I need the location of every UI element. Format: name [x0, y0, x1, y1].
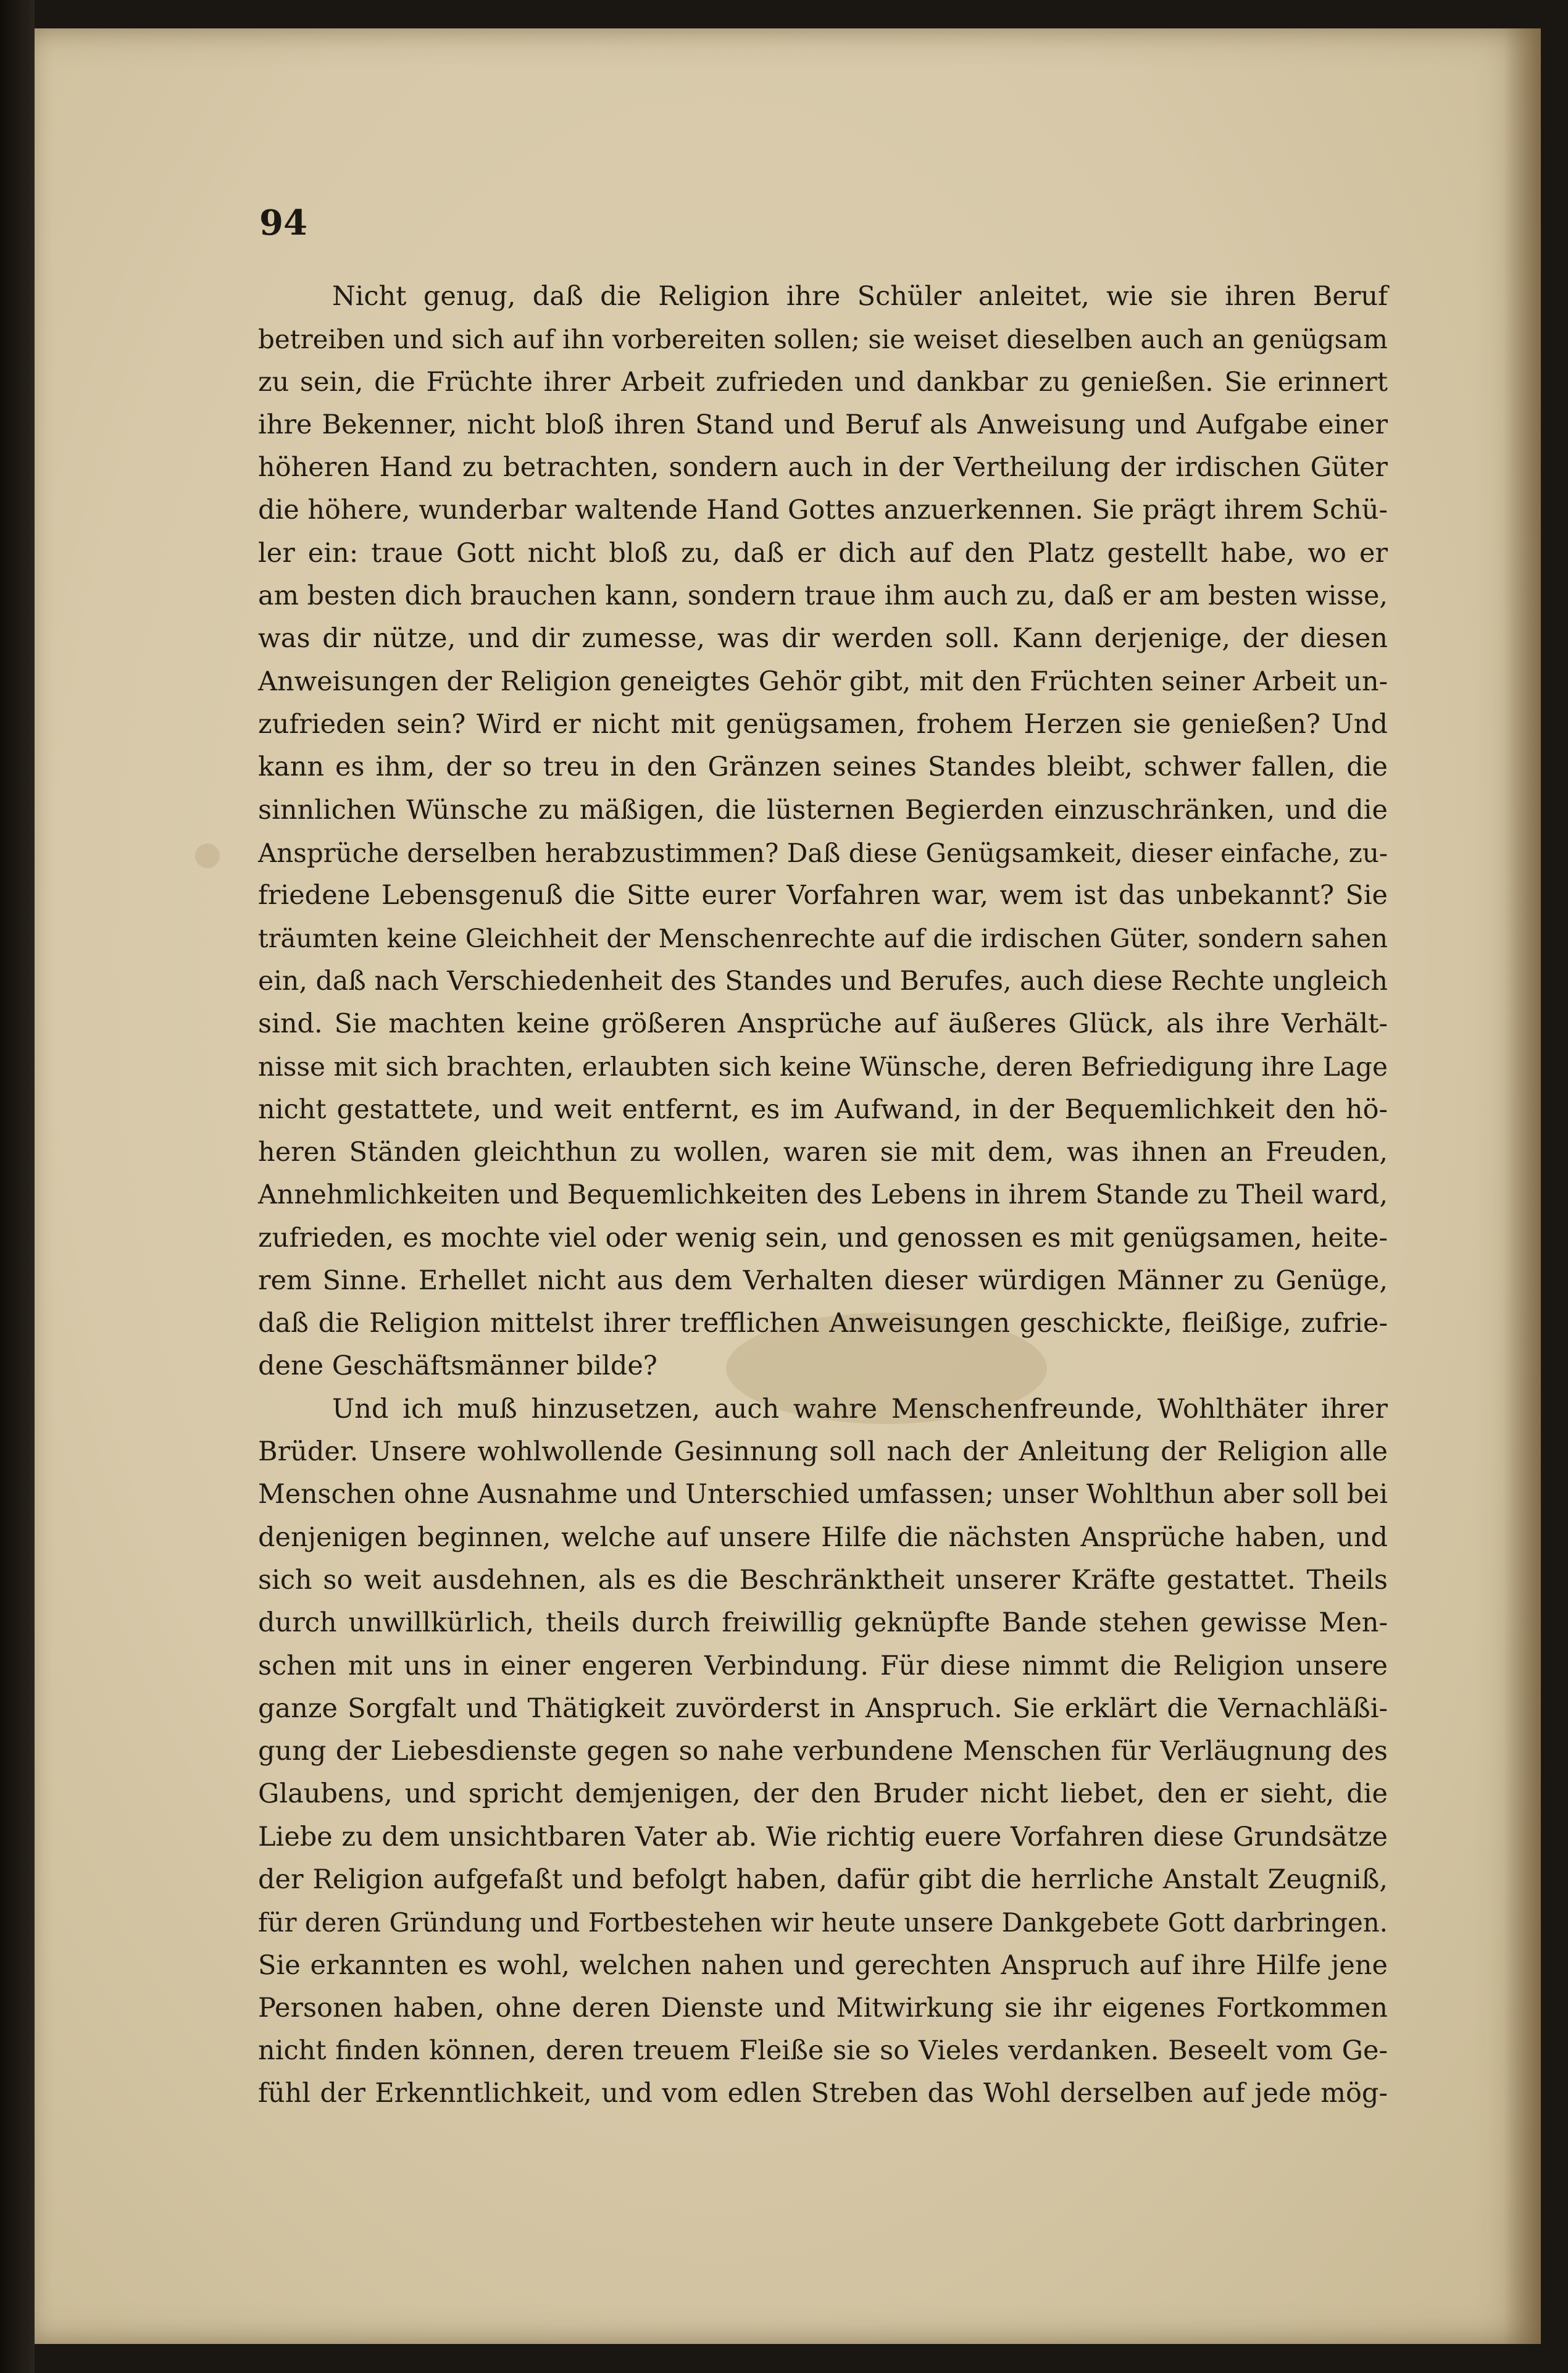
text-line: gung der Liebesdienste gegen so nahe verbundene Menschen für Verläugnung des: [258, 1736, 1388, 1767]
text-line: heren Ständen gleichthun zu wollen, waren sie mit dem, was ihnen an Freuden,: [258, 1136, 1388, 1168]
text-line: fühl der Erkenntlichkeit, und vom edlen Streben das Wohl derselben auf jede mög-: [258, 2078, 1388, 2109]
text-line: zu sein, die Früchte ihrer Arbeit zufrieden und dankbar zu genießen. Sie erinnert: [258, 366, 1388, 398]
text-line: ein, daß nach Verschiedenheit des Standes und Berufes, auch diese Rechte ungleich: [258, 965, 1388, 997]
text-line: sich so weit ausdehnen, als es die Beschränktheit unserer Kräfte gestattet. Theils: [258, 1564, 1388, 1596]
text-line: dene Geschäftsmänner bilde?: [258, 1350, 657, 1382]
text-line: Glaubens, und spricht demjenigen, der den Bruder nicht liebet, den er sieht, die: [258, 1778, 1388, 1810]
text-line: am besten dich brauchen kann, sondern traue ihm auch zu, daß er am besten wisse,: [258, 580, 1388, 612]
text-line: betreiben und sich auf ihn vorbereiten sollen; sie weiset dieselben auch an genügsam: [258, 324, 1388, 355]
text-line: daß die Religion mittelst ihrer trefflichen Anweisungen geschickte, fleißige, zufrie-: [258, 1308, 1388, 1339]
text-line: was dir nütze, und dir zumesse, was dir werden soll. Kann derjenige, der diesen: [258, 623, 1388, 655]
text-line: nicht gestattete, und weit entfernt, es im Aufwand, in der Bequemlichkeit den hö-: [258, 1094, 1388, 1125]
text-line: Brüder. Unsere wohlwollende Gesinnung soll nach der Anleitung der Religion alle: [258, 1436, 1388, 1468]
text-line: Nicht genug, daß die Religion ihre Schüler anleitet, wie sie ihren Beruf: [332, 281, 1388, 312]
text-line: nicht finden können, deren treuem Fleiße sie so Vieles verdanken. Beseelt vom Ge-: [258, 2035, 1388, 2067]
text-line: rem Sinne. Erhellet nicht aus dem Verhalten dieser würdigen Männer zu Genüge,: [258, 1265, 1388, 1296]
text-line: denjenigen beginnen, welche auf unsere Hilfe die nächsten Ansprüche haben, und: [258, 1521, 1388, 1553]
page-sheet: [35, 28, 1541, 2344]
text-line: friedene Lebensgenuß die Sitte eurer Vorfahren war, wem ist das unbekannt? Sie: [258, 880, 1388, 911]
page-number: 94: [259, 203, 307, 243]
text-line: Personen haben, ohne deren Dienste und Mitwirkung sie ihr eigenes Fortkommen: [258, 1992, 1388, 2024]
text-line: die höhere, wunderbar waltende Hand Gottes anzuerkennen. Sie prägt ihrem Schü-: [258, 495, 1388, 526]
text-line: Anweisungen der Religion geneigtes Gehör gibt, mit den Früchten seiner Arbeit un-: [258, 666, 1388, 697]
binding-shadow: [0, 0, 35, 2373]
text-line: Ansprüche derselben herabzustimmen? Daß diese Genügsamkeit, dieser einfache, zu-: [258, 837, 1388, 868]
text-line: ler ein: traue Gott nicht bloß zu, daß er dich auf den Platz gestellt habe, wo er: [258, 537, 1388, 569]
text-line: träumten keine Gleichheit der Menschenrechte auf die irdischen Güter, sondern sahen: [258, 923, 1388, 954]
text-line: höheren Hand zu betrachten, sondern auch in der Vertheilung der irdischen Güter: [258, 452, 1388, 483]
text-line: Und ich muß hinzusetzen, auch wahre Menschenfreunde, Wohlthäter ihrer: [332, 1393, 1388, 1425]
text-line: zufrieden, es mochte viel oder wenig sein, und genossen es mit genügsamen, heite-: [258, 1222, 1388, 1253]
text-line: nisse mit sich brachten, erlaubten sich keine Wünsche, deren Befriedigung ihre Lage: [258, 1052, 1388, 1082]
paper-stain: [195, 843, 220, 868]
text-line: sind. Sie machten keine größeren Ansprüche auf äußeres Glück, als ihre Verhält-: [258, 1008, 1388, 1040]
text-line: kann es ihm, der so treu in den Gränzen seines Standes bleibt, schwer fallen, die: [258, 751, 1388, 783]
text-line: sinnlichen Wünsche zu mäßigen, die lüsternen Begierden einzuschränken, und die: [258, 794, 1388, 826]
text-line: schen mit uns in einer engeren Verbindung. Für diese nimmt die Religion unsere: [258, 1650, 1388, 1681]
text-line: Annehmlichkeiten und Bequemlichkeiten des Lebens in ihrem Stande zu Theil ward,: [258, 1179, 1388, 1211]
text-line: zufrieden sein? Wird er nicht mit genügsamen, frohem Herzen sie genießen? Und: [258, 708, 1388, 740]
text-line: Liebe zu dem unsichtbaren Vater ab. Wie richtig euere Vorfahren diese Grundsätze: [258, 1821, 1388, 1852]
text-line: ganze Sorgfalt und Thätigkeit zuvörderst in Anspruch. Sie erklärt die Vernachläßi-: [258, 1693, 1388, 1724]
page-edge: [1504, 28, 1541, 2344]
text-line: durch unwillkürlich, theils durch freiwillig geknüpfte Bande stehen gewisse Men-: [258, 1607, 1388, 1639]
text-line: für deren Gründung und Fortbestehen wir heute unsere Dankgebete Gott darbringen.: [258, 1907, 1388, 1938]
text-line: der Religion aufgefaßt und befolgt haben, dafür gibt die herrliche Anstalt Zeugniß,: [258, 1864, 1388, 1895]
text-line: ihre Bekenner, nicht bloß ihren Stand und Beruf als Anweisung und Aufgabe einer: [258, 409, 1388, 440]
text-line: Sie erkannten es wohl, welchen nahen und gerechten Anspruch auf ihre Hilfe jene: [258, 1949, 1388, 1981]
text-line: Menschen ohne Ausnahme und Unterschied umfassen; unser Wohlthun aber soll bei: [258, 1479, 1388, 1510]
body-text: [258, 275, 1388, 2116]
